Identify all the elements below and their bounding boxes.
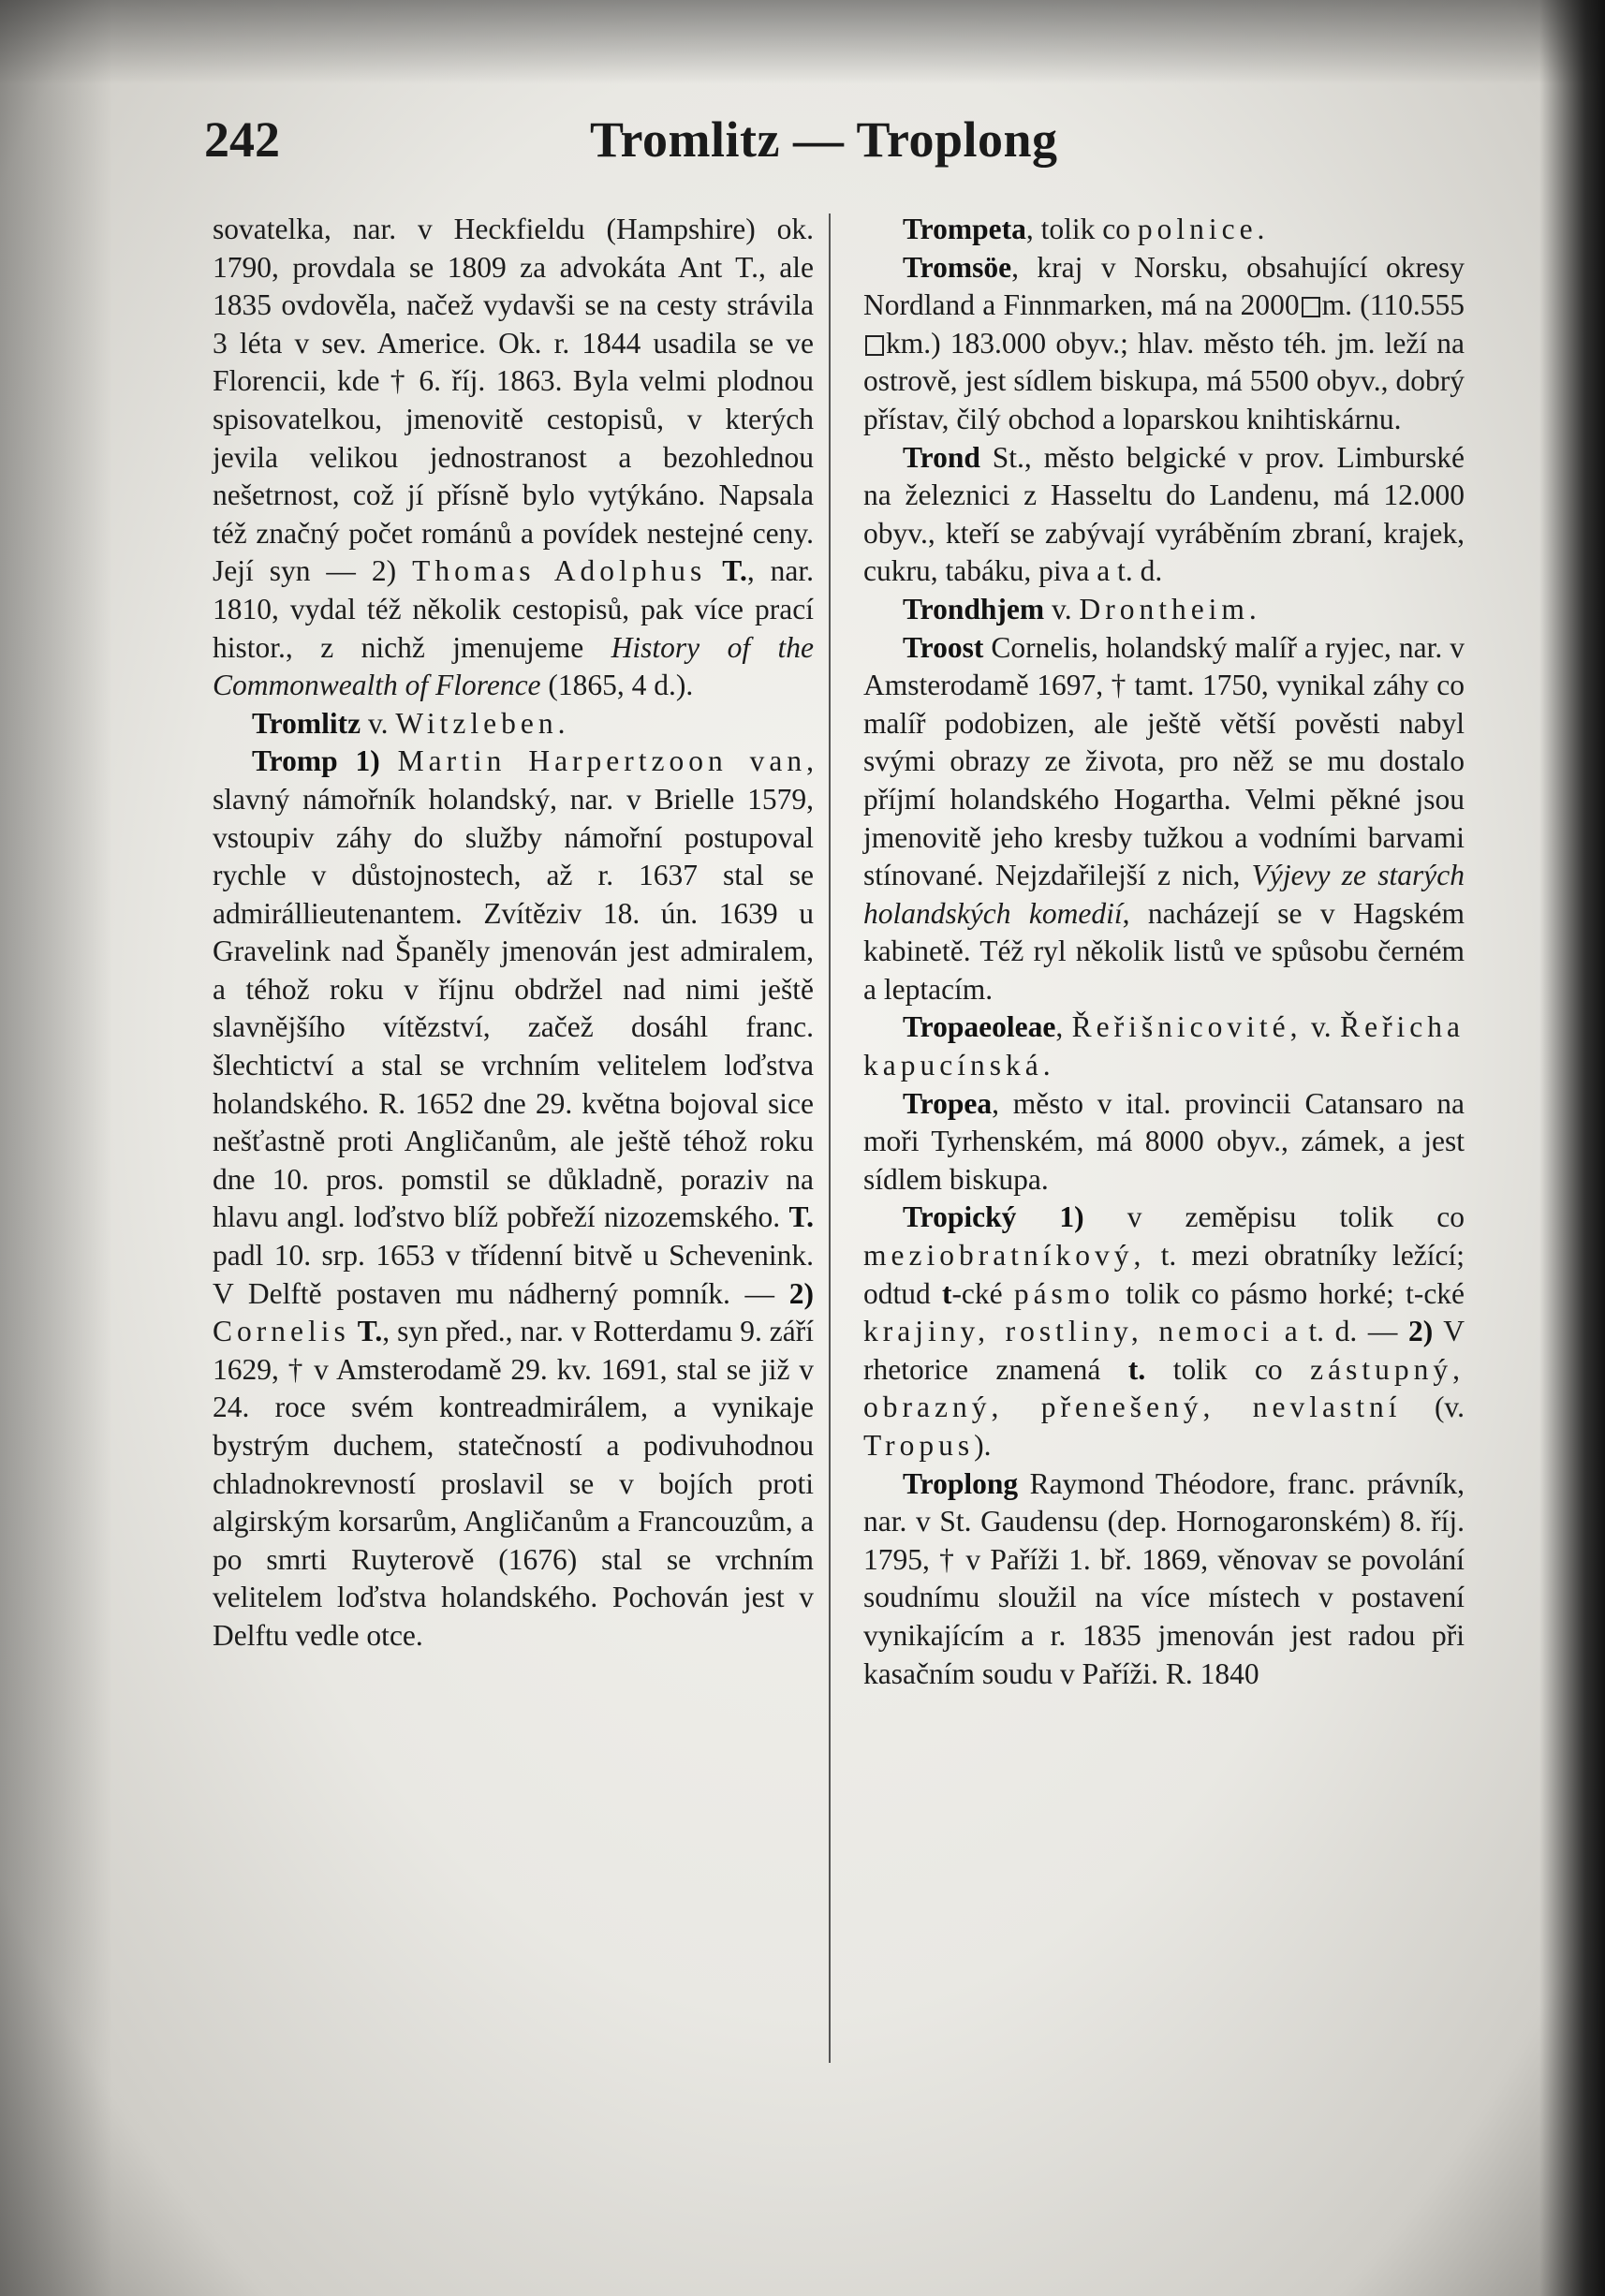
headword: Tropický 1) xyxy=(903,1200,1084,1234)
cross-reference: Drontheim. xyxy=(1079,592,1261,626)
headword: Tromsöe xyxy=(903,250,1012,284)
entry-tropea: Tropea, město v ital. provincii Catansaro na moři Tyrhenském, má 8000 obyv., zámek, a jest sídlem biskupa. xyxy=(863,1086,1465,1196)
running-title: Tromlitz — Troplong xyxy=(590,111,1058,168)
square-unit-icon xyxy=(1302,297,1320,317)
cross-reference: polnice. xyxy=(1137,213,1270,245)
entry-trompeta: Trompeta, tolik co polnice. xyxy=(903,213,1270,245)
entry-tromp: Tromp 1) Martin Harpertzoon van, slavný námořník holandský, nar. v Brielle 1579, vstoupiv záhy do služby námořní postupoval rychle v důstojnostech, až r. 1637 stal se admirállieutenantem. Zvítěziv 18. ún. 1639 u Gravelink nad Španěly jmenován jest admiralem, a téhož roku v říjnu obdržel nad nimi ještě slavnějšího vítězství, začež dosáhl franc. šlechtictví a stal se vrchním velitelem loďstva holandského. R. 1652 dne 29. května bojoval sice nešťastně proti Angličanům, ale ještě téhož roku dne 10. pros. pomstil se důkladně, poraziv na hlavu angl. loďstvo blíž pobřeží nizozemského. T. padl 10. srp. 1653 v třídenní bitvě u Schevenink. V Delftě postaven mu nádherný pomník. — 2) Cornelis T., syn před., nar. v Rotterdamu 9. září 1629, † v Amsterodamě 29. kv. 1691, stal se již v 24. roce svém kontreadmirálem, a vynikaje bystrým duchem, statečností a podivuhodnou chladnokrevností proslavil se v bojích proti algirským korsarům, Angličanům a Francouzům, a po smrti Ruyterově (1676) stal se vrchním velitelem loďstva holandského. Pochován jest v Delftu vedle otce. xyxy=(213,744,815,1652)
entry-tromlitz: Tromlitz v. Witzleben. xyxy=(252,706,570,740)
headword: Tromlitz xyxy=(252,706,361,740)
left-column xyxy=(213,211,814,1656)
headword: Trompeta xyxy=(903,213,1026,245)
cross-reference: Witzleben. xyxy=(395,706,570,740)
entry-trondhjem: Trondhjem v. Drontheim. xyxy=(903,592,1261,626)
headword: Tropea xyxy=(903,1086,993,1120)
entry-tromsoe: Tromsöe, kraj v Norsku, obsahující okresy Nordland a Finnmarken, má na 2000 m. (110.555km.) 183.000 obyv.; hlav. město téh. jm. leží na ostrově, jest sídlem biskupa, má 5500 obyv., dobrý přístav, čilý obchod a loparskou knihtiskárnu. xyxy=(863,250,1465,435)
headword: Troost xyxy=(903,630,984,664)
headword: Tropaeoleae xyxy=(903,1010,1056,1044)
page-number: 242 xyxy=(204,111,280,168)
column-divider xyxy=(829,213,831,2063)
entry-trond: Trond St., město belgické v prov. Limburské na železnici z Hasseltu do Landenu, má 12.000 obyv., kteří se zabývají vyráběním zbraní, krajek, cukru, tabáku, piva a t. d. xyxy=(863,440,1465,588)
headword: Trondhjem xyxy=(903,592,1045,626)
entry-tropicky: Tropický 1) v zeměpisu tolik co meziobratníkový, t. mezi obratníky ležící; odtud t-cké pásmo tolik co pásmo horké; t-cké krajiny, rostliny, nemoci a t. d. — 2) V rhetorice znamená t. tolik co zástupný, obrazný, přenešený, nevlastní (v. Tropus). xyxy=(863,1200,1465,1462)
entry-tropaeoleae: Tropaeoleae, Řeřišnicovité, v. Řeřicha kapucínská. xyxy=(863,1010,1465,1082)
headword: Tromp 1) xyxy=(252,744,380,778)
square-unit-icon xyxy=(865,335,884,356)
cross-reference: Řeřicha kapucínská. xyxy=(863,1010,1465,1082)
entry-troost: Troost Cornelis, holandský malíř a ryjec, nar. v Amsterodamě 1697, † tamt. 1750, vynikal záhy co malíř podobizen, ale ještě větší pověsti nabyl svými obrazy ze života, pro něž se mu dostalo příjmí holandského Hogartha. Velmi pěkné jsou jmenovitě jeho kresby tužkou a vodními barvami stínované. Nejzdařilejší z nich, Výjevy ze starých holandských komedií, nacházejí se v Hagském kabinetě. Též ryl několik listů ve spůsobu černém a leptacím. xyxy=(863,630,1465,1006)
entry-troplong: Troplong Raymond Théodore, franc. právník, nar. v St. Gaudensu (dep. Hornogaronském) 8. říj. 1795, † v Paříži 1. bř. 1869, věnovav se povolání soudnímu sloužil na více místech v postavení vynikajícím a r. 1835 jmenován jest radou při kasačním soudu v Paříži. R. 1840 xyxy=(863,1466,1465,1690)
headword: Trond xyxy=(903,440,980,474)
headword: Troplong xyxy=(903,1466,1019,1500)
entry-trollope-continued: sovatelka, nar. v Heckfieldu (Hampshire) ok. 1790, provdala se 1809 za advokáta Ant T., ale 1835 ovdověla, načež vydavši se na cesty strávila 3 léta v sev. Americe. Ok. r. 1844 usadila se ve Florencii, kde † 6. říj. 1863. Byla velmi plodnou spisovatelkou, jmenovitě cestopisů, v kterých jevila velikou jednostranost a bezohlednou nešetrnost, což jí přísně bylo vytýkáno. Napsala též značný počet románů a povídek nestejné ceny. Její syn — 2) Thomas Adolphus T., nar. 1810, vydal též několik cestopisů, pak více prací histor., z nichž jmenujeme History of the Commonwealth of Florence (1865, 4 d.). xyxy=(213,213,815,702)
right-column xyxy=(863,211,1465,1693)
cross-reference: Tropus xyxy=(863,1429,975,1462)
page-edge-right xyxy=(1539,0,1605,2296)
page-shadow-top xyxy=(0,0,1605,84)
page-shadow-left xyxy=(0,0,112,2296)
page-header xyxy=(197,110,1451,176)
